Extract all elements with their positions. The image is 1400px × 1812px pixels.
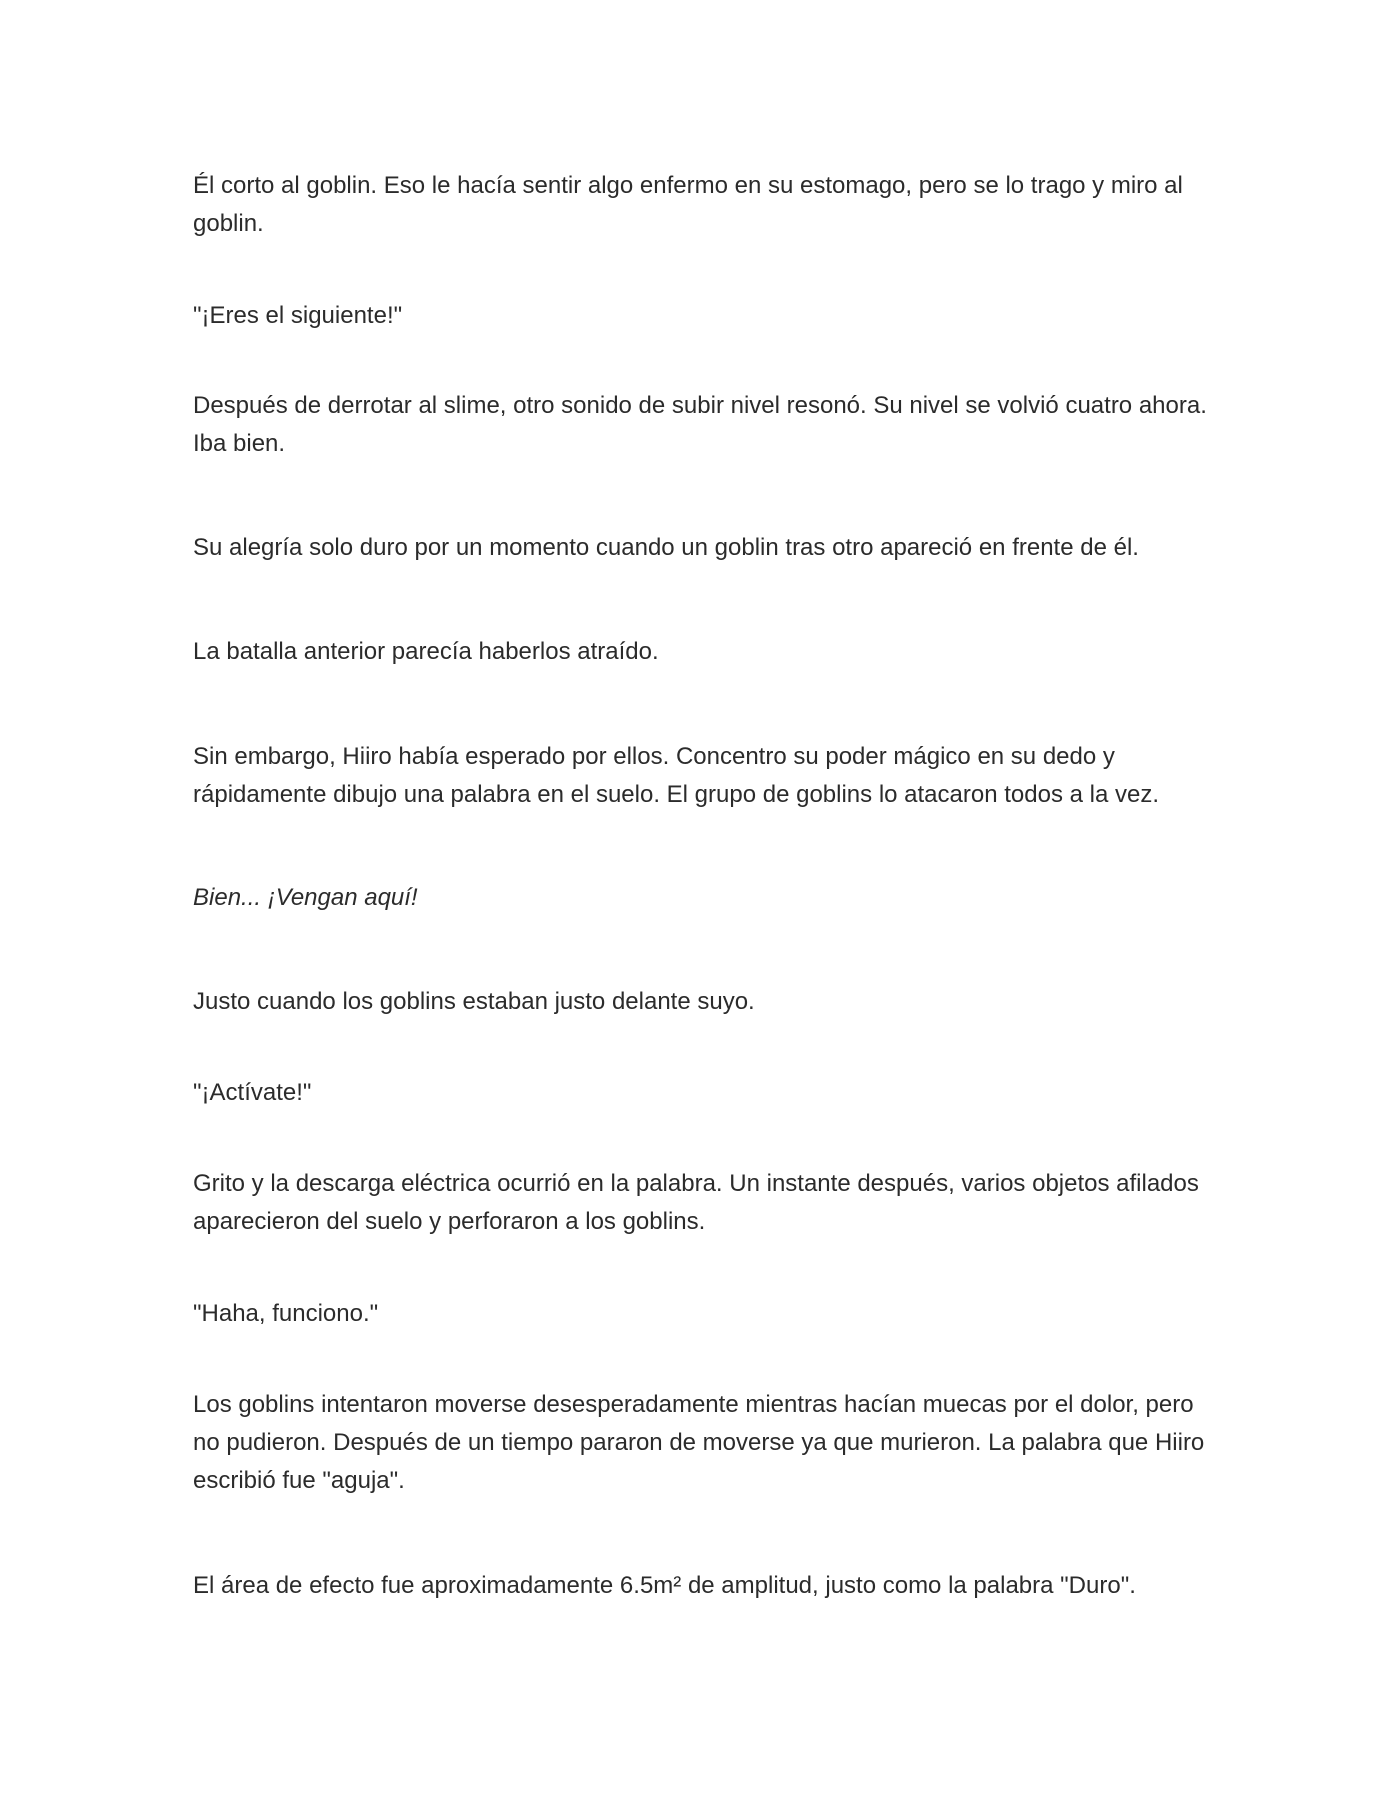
paragraph-2: "¡Eres el siguiente!" xyxy=(193,302,403,329)
paragraph-1: Él corto al goblin. Eso le hacía sentir algo enfermo en su estomago, pero se lo trago y miro al goblin. xyxy=(193,172,1183,237)
paragraph-4: Su alegría solo duro por un momento cuando un goblin tras otro apareció en frente de él. xyxy=(193,534,1139,561)
paragraph-11: "Haha, funciono." xyxy=(193,1300,379,1327)
paragraph-5: La batalla anterior parecía haberlos atraído. xyxy=(193,638,659,665)
paragraph-8: Justo cuando los goblins estaban justo delante suyo. xyxy=(193,988,755,1015)
paragraph-10: Grito y la descarga eléctrica ocurrió en la palabra. Un instante después, varios objetos afilados aparecieron del suelo y perforaron a los goblins. xyxy=(193,1170,1199,1235)
paragraph-7-thought: Bien... ¡Vengan aquí! xyxy=(193,884,418,911)
paragraph-3: Después de derrotar al slime, otro sonido de subir nivel resonó. Su nivel se volvió cuatro ahora. Iba bien. xyxy=(193,392,1207,457)
paragraph-12: Los goblins intentaron moverse desesperadamente mientras hacían muecas por el dolor, pero no pudieron. Después de un tiempo pararon de moverse ya que murieron. La palabra que Hiiro escribió fue "aguja". xyxy=(193,1391,1205,1494)
paragraph-6: Sin embargo, Hiiro había esperado por ellos. Concentro su poder mágico en su dedo y rápidamente dibujo una palabra en el suelo. El grupo de goblins lo atacaron todos a la vez. xyxy=(193,743,1159,808)
paragraph-9: "¡Actívate!" xyxy=(193,1079,312,1106)
paragraph-13: El área de efecto fue aproximadamente 6.5m² de amplitud, justo como la palabra "Duro". xyxy=(193,1572,1136,1599)
